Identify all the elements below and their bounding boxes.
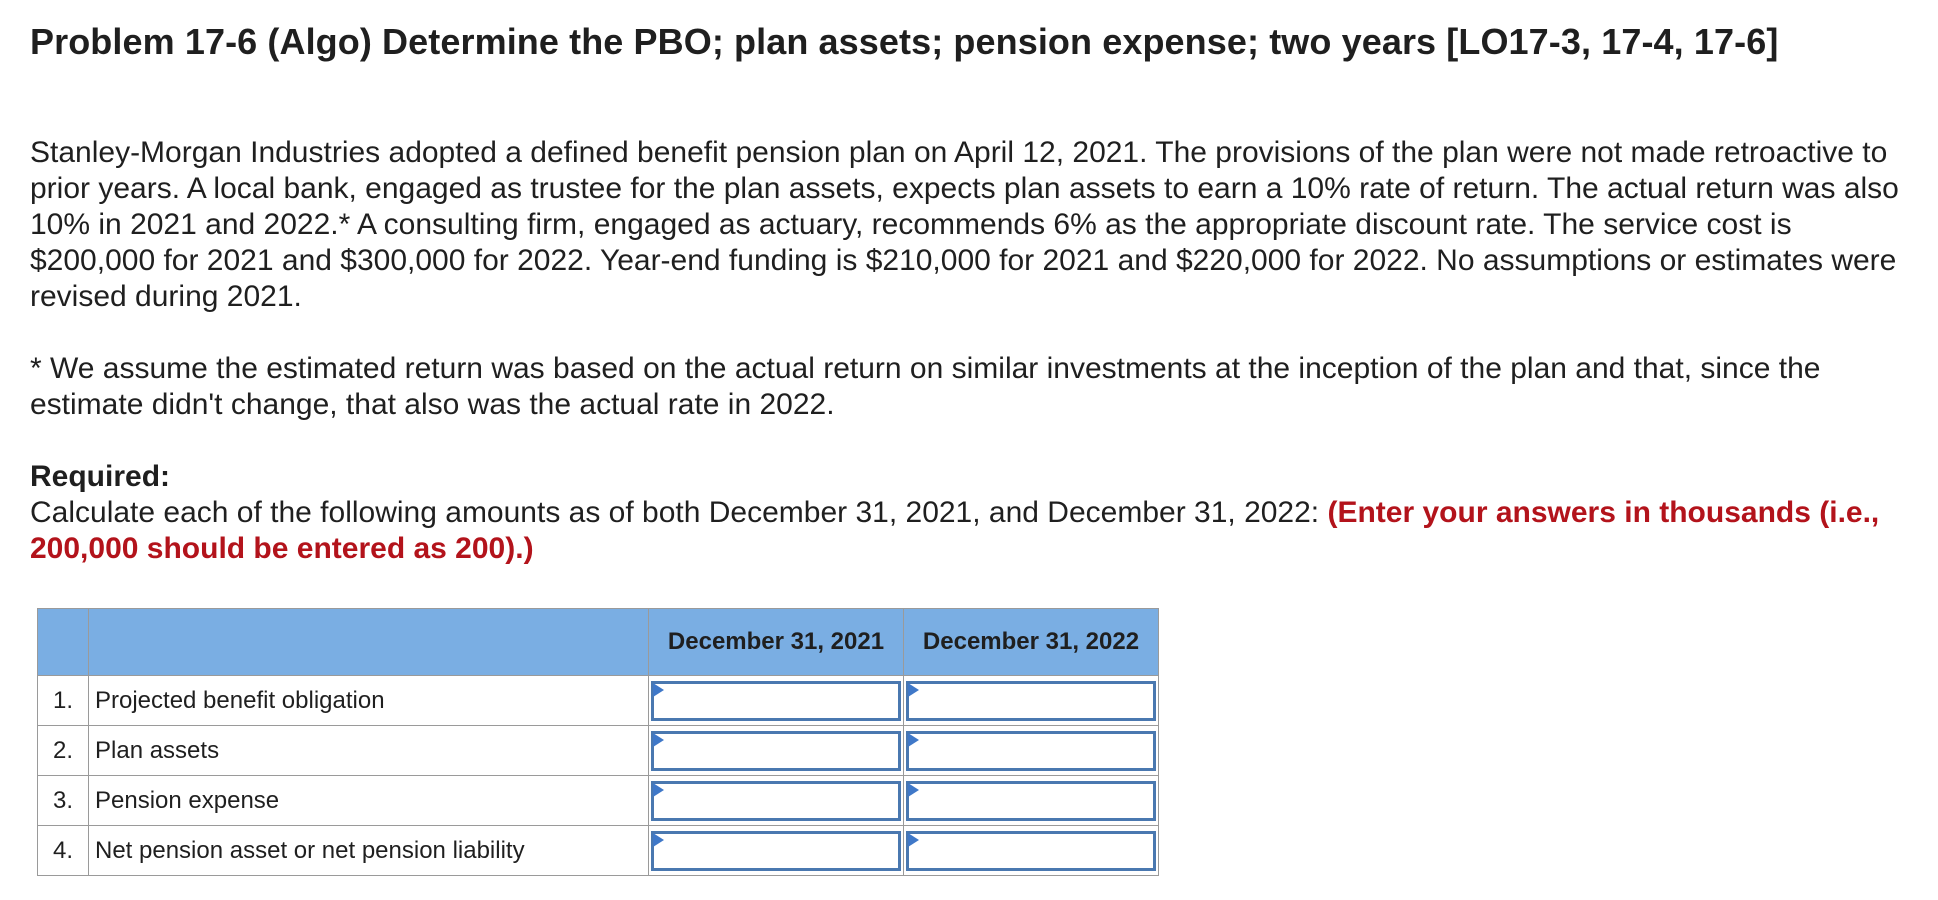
required-heading: Required: [30, 460, 171, 493]
problem-page [30, 14, 1920, 567]
answer-table [37, 608, 1159, 876]
row-number: 1. [38, 676, 89, 726]
row-label-plan-assets: Plan assets [89, 726, 649, 776]
flag-icon [908, 783, 919, 797]
flag-icon [908, 683, 919, 697]
column-header-2022: December 31, 2022 [904, 609, 1159, 676]
cell-net-pension-2022 [904, 826, 1159, 876]
cell-pension-expense-2022 [904, 776, 1159, 826]
answer-table-header [38, 609, 1159, 676]
plan-assets-2021-input[interactable] [654, 734, 898, 768]
plan-assets-2022-input[interactable] [909, 734, 1153, 768]
input-box [651, 831, 901, 871]
required-text: Calculate each of the following amounts as of both December 31, 2021, and December 31, 2022: [30, 496, 1320, 529]
required-body [30, 495, 1910, 567]
input-box [906, 731, 1156, 771]
input-box [906, 831, 1156, 871]
problem-footnote: * We assume the estimated return was based on the actual return on similar investments at the inception of the plan and that, since the estimate didn't change, that also was the actual rate in 2022. [30, 352, 1821, 421]
flag-icon [653, 683, 664, 697]
column-header-2021: December 31, 2021 [649, 609, 904, 676]
input-box [651, 781, 901, 821]
input-box [651, 731, 901, 771]
row-number: 2. [38, 726, 89, 776]
problem-intro: Stanley-Morgan Industries adopted a defined benefit pension plan on April 12, 2021. The provisions of the plan were not made retroactive to prior years. A local bank, engaged as trustee for the plan assets, expects plan assets to earn a 10% rate of return. The actual return was also 10% in 2021 and 2022.* A consulting firm, engaged as actuary, recommends 6% as the appropriate discount rate. The service cost is $200,000 for 2021 and $300,000 for 2022. Year-end funding is $210,000 for 2021 and $220,000 for 2022. No assumptions or estimates were revised during 2021. [30, 136, 1899, 313]
row-label-pension-expense: Pension expense [89, 776, 649, 826]
cell-pension-expense-2021 [649, 776, 904, 826]
row-number: 3. [38, 776, 89, 826]
table-row [38, 676, 1159, 726]
cell-pbo-2021 [649, 676, 904, 726]
input-box [651, 681, 901, 721]
header-blank-label [89, 609, 649, 676]
row-number: 4. [38, 826, 89, 876]
pbo-2021-input[interactable] [654, 684, 898, 718]
table-row [38, 776, 1159, 826]
row-label-net-pension: Net pension asset or net pension liability [89, 826, 649, 876]
cell-plan-assets-2021 [649, 726, 904, 776]
flag-icon [653, 833, 664, 847]
flag-icon [908, 833, 919, 847]
header-blank-number [38, 609, 89, 676]
pbo-2022-input[interactable] [909, 684, 1153, 718]
cell-net-pension-2021 [649, 826, 904, 876]
cell-plan-assets-2022 [904, 726, 1159, 776]
net-pension-2021-input[interactable] [654, 834, 898, 868]
input-box [906, 781, 1156, 821]
problem-title: Problem 17-6 (Algo) Determine the PBO; plan assets; pension expense; two years [LO17-3, 17-4, 17-6] [30, 21, 1779, 62]
pension-expense-2022-input[interactable] [909, 784, 1153, 818]
flag-icon [653, 783, 664, 797]
required-instruction: (Enter your answers in thousands (i.e., 200,000 should be entered as 200).) [30, 496, 1880, 565]
net-pension-2022-input[interactable] [909, 834, 1153, 868]
cell-pbo-2022 [904, 676, 1159, 726]
row-label-pbo: Projected benefit obligation [89, 676, 649, 726]
flag-icon [908, 733, 919, 747]
pension-expense-2021-input[interactable] [654, 784, 898, 818]
flag-icon [653, 733, 664, 747]
table-row [38, 726, 1159, 776]
input-box [906, 681, 1156, 721]
table-row [38, 826, 1159, 876]
